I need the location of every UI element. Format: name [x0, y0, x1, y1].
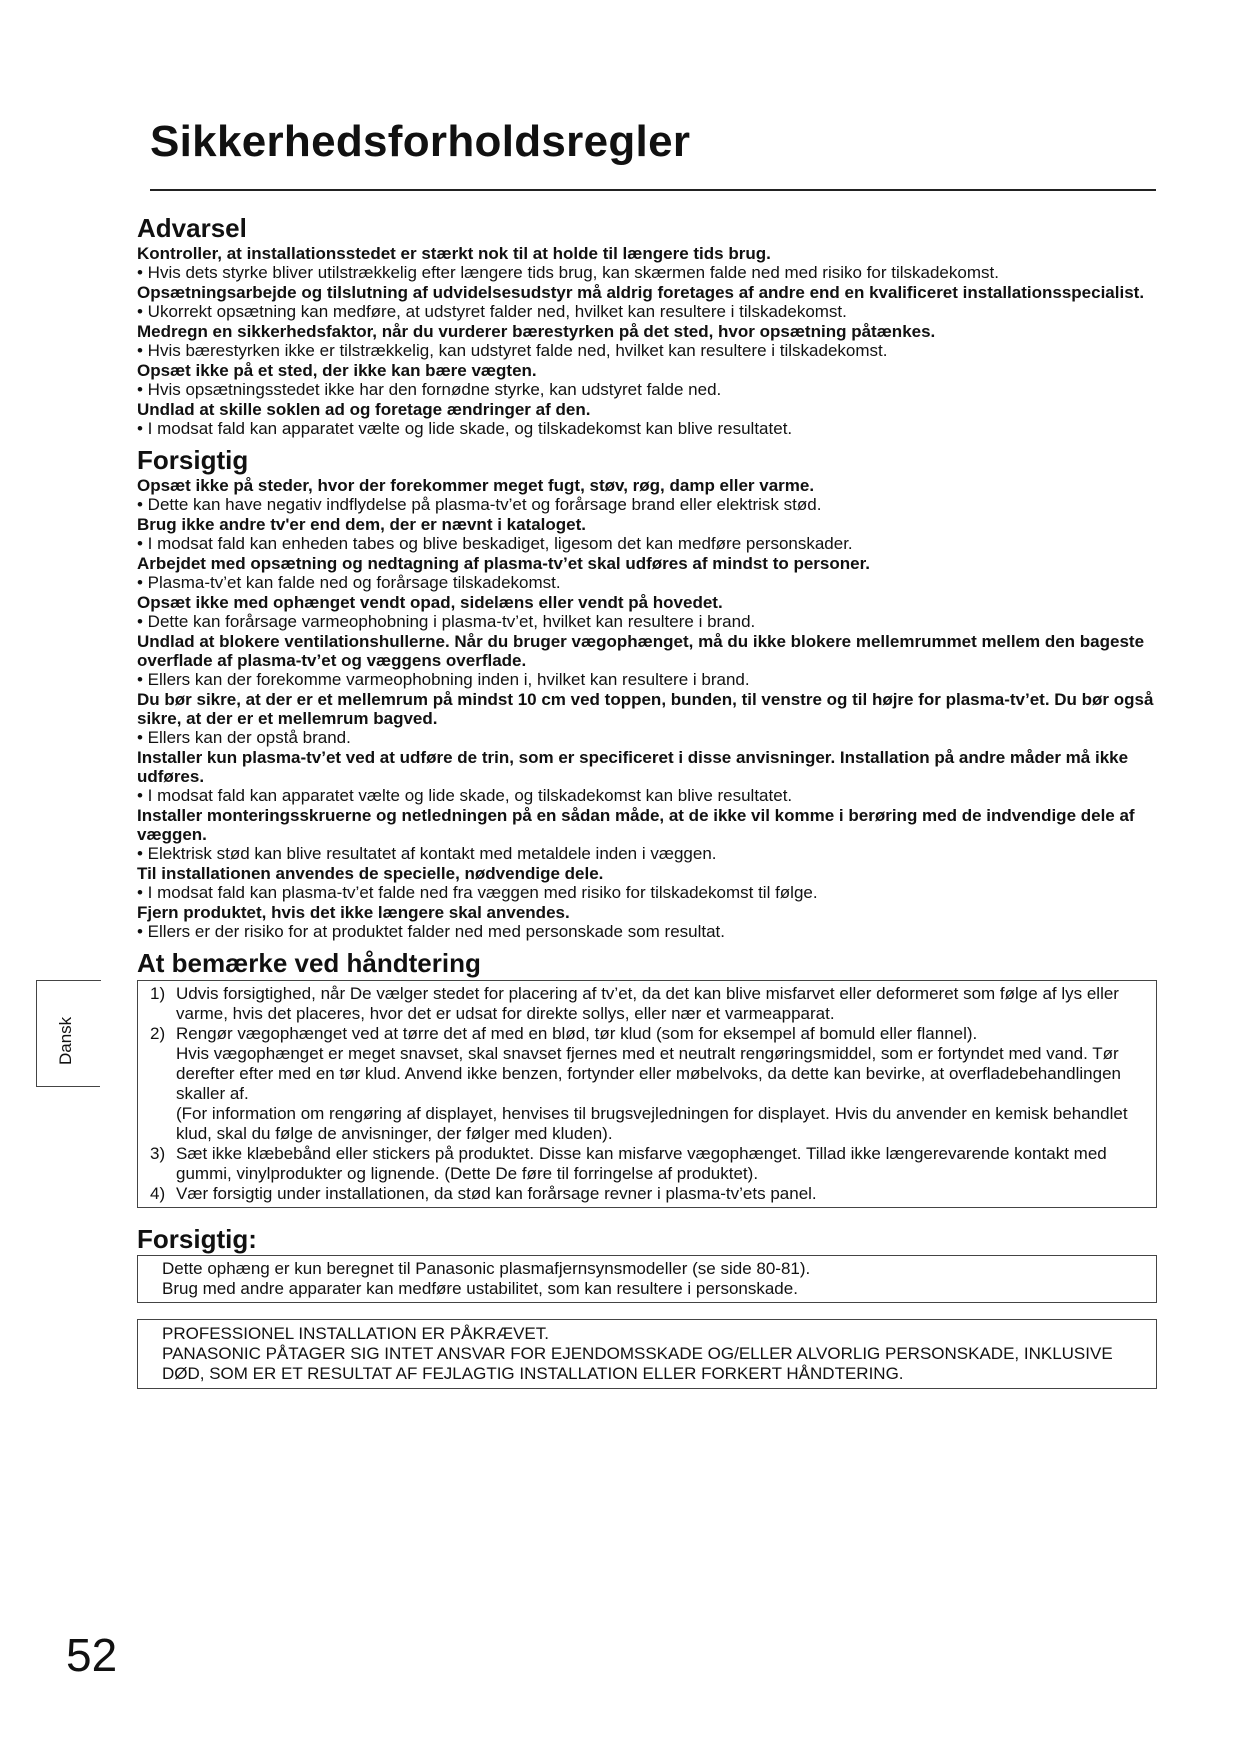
caution-item-bullet: • Ellers er der risiko for at produktet falder ned med personskade som resultat. [137, 922, 726, 942]
handling-item-text-group [172, 1024, 1156, 1144]
caution-item-head: Fjern produktet, hvis det ikke længere skal anvendes. [137, 903, 570, 923]
caution-item-bullet: • Dette kan have negativ indflydelse på plasma-tv’et og forårsage brand eller elektrisk stød. [137, 495, 822, 515]
warning-item-head: Opsætningsarbejde og tilslutning af udvidelsesudstyr må aldrig foretages af andre end en kvalificeret installationsspecialist. [137, 283, 1145, 303]
warning-item-head: Kontroller, at installationsstedet er stærkt nok til at holde til længere tids brug. [137, 244, 771, 264]
caution-item-head: Undlad at blokere ventilationshullerne. Når du bruger vægophænget, må du ikke blokere mellemrummet mellem den bageste overflade af plasma-tv’et og væggens overflade. [137, 632, 1145, 671]
caution-item [137, 864, 1157, 903]
warning-item-bullet: • Ukorrekt opsætning kan medføre, at udstyret falder ned, hvilket kan resultere i tilskadekomst. [137, 302, 847, 322]
warning-item [137, 322, 1157, 361]
handling-item-number: 1) [150, 983, 166, 1003]
caution-note-section [137, 1224, 1157, 1303]
caution-item [137, 515, 1157, 554]
handling-item-text: Udvis forsigtighed, når De vælger stedet for placering af tv’et, da det kan blive misfarvet eller deformeret som følge af lys eller varme, hvis det placeres, hvor det er udsat for direkte sollys, eller nær et varmeapparat. [176, 983, 1119, 1023]
warning-heading: Advarsel [137, 213, 247, 243]
caution-item-head: Brug ikke andre tv'er end dem, der er nævnt i kataloget. [137, 515, 587, 535]
warning-item [137, 361, 1157, 400]
caution-note-box [137, 1255, 1157, 1303]
professional-installation-line: PROFESSIONEL INSTALLATION ER PÅKRÆVET. [162, 1323, 549, 1343]
handling-item [150, 1144, 1156, 1184]
caution-item-bullet: • I modsat fald kan plasma-tv’et falde ned fra væggen med risiko for tilskadekomst til følge. [137, 883, 818, 903]
handling-section [137, 948, 1157, 1207]
caution-item [137, 632, 1157, 690]
language-tab-label: Dansk [56, 1016, 75, 1065]
handling-heading: At bemærke ved håndtering [137, 948, 481, 979]
handling-item-text: (For information om rengøring af displayet, henvises til brugsvejledningen for displayet. Hvis du anvender en kemisk behandlet klud, skal du følge de anvisninger, der følger med kluden). [176, 1103, 1128, 1143]
warning-item-bullet: • Hvis bærestyrken ikke er tilstrækkelig, kan udstyret falde ned, hvilket kan resultere i tilskadekomst. [137, 341, 888, 361]
handling-item-number: 4) [150, 1183, 166, 1203]
warning-item-head: Opsæt ikke på et sted, der ikke kan bære vægten. [137, 361, 537, 381]
caution-item-bullet: • Ellers kan der opstå brand. [137, 728, 351, 748]
caution-item [137, 903, 1157, 942]
handling-item [150, 984, 1156, 1024]
handling-item-text: Hvis vægophænget er meget snavset, skal snavset fjernes med et neutralt rengøringsmiddel, som er fortyndet med vand. Tør derefter efter med en tør klud. Anvend ikke benzen, fortynder eller møbelvoks, da dette kan bevirke, at overfladebehandlingen skaller af. [176, 1043, 1121, 1103]
caution-item [137, 593, 1157, 632]
page-number: 52 [66, 1629, 118, 1681]
handling-item [150, 1184, 1156, 1204]
language-tab-divider [36, 1086, 100, 1087]
caution-item-bullet: • Dette kan forårsage varmeophobning i plasma-tv’et, hvilket kan resultere i brand. [137, 612, 756, 632]
caution-heading: Forsigtig [137, 445, 249, 476]
handling-item-text: Sæt ikke klæbebånd eller stickers på produktet. Disse kan misfarve vægophænget. Tillad ikke længerevarende kontakt med gummi, vinylprodukter og lignende. (Dette De føre til forringelse af produktet). [176, 1143, 1107, 1183]
caution-item-bullet: • I modsat fald kan enheden tabes og blive beskadiget, ligesom det kan medføre personskader. [137, 534, 853, 554]
handling-item-text: Vær forsigtig under installationen, da stød kan forårsage revner i plasma-tv’ets panel. [176, 1183, 817, 1203]
handling-item-number: 3) [150, 1143, 166, 1163]
professional-installation-box [137, 1319, 1157, 1389]
caution-item [137, 748, 1157, 806]
handling-list [150, 984, 1156, 1204]
handling-item [150, 1024, 1156, 1144]
caution-item-head: Til installationen anvendes de specielle, nødvendige dele. [137, 864, 604, 884]
caution-item-head: Installer kun plasma-tv’et ved at udføre de trin, som er specificeret i disse anvisninger. Installation på andre måder må ikke udføres. [137, 748, 1129, 787]
professional-installation-line: PANASONIC PÅTAGER SIG INTET ANSVAR FOR EJENDOMSSKADE OG/ELLER ALVORLIG PERSONSKADE, INKLUSIVE DØD, SOM ER ET RESULTAT AF FEJLAGTIG INSTALLATION ELLER FORKERT HÅNDTERING. [162, 1343, 1113, 1383]
caution-section [137, 445, 1157, 942]
caution-note-line: Dette ophæng er kun beregnet til Panasonic plasmafjernsynsmodeller (se side 80-81). [162, 1258, 811, 1278]
caution-item-head: Installer monteringsskruerne og netledningen på en sådan måde, at de ikke vil komme i berøring med de indvendige dele af væggen. [137, 806, 1135, 845]
caution-item-bullet: • Ellers kan der forekomme varmeophobning inden i, hvilket kan resultere i brand. [137, 670, 750, 690]
warning-section [137, 213, 1157, 439]
caution-item [137, 476, 1157, 515]
warning-item-bullet: • Hvis opsætningsstedet ikke har den fornødne styrke, kan udstyret falde ned. [137, 380, 722, 400]
warning-item-head: Medregn en sikkerhedsfaktor, når du vurderer bærestyrken på det sted, hvor opsætning påtænkes. [137, 322, 936, 342]
handling-item-number: 2) [150, 1023, 166, 1043]
warning-item-head: Undlad at skille soklen ad og foretage ændringer af den. [137, 400, 591, 420]
caution-item-head: Opsæt ikke med ophænget vendt opad, sidelæns eller vendt på hovedet. [137, 593, 723, 613]
caution-item-bullet: • I modsat fald kan apparatet vælte og lide skade, og tilskadekomst kan blive resultatet. [137, 786, 793, 806]
caution-item-bullet: • Plasma-tv’et kan falde ned og forårsage tilskadekomst. [137, 573, 561, 593]
handling-box [137, 980, 1157, 1208]
caution-note-heading: Forsigtig: [137, 1223, 257, 1254]
warning-item [137, 400, 1157, 439]
title-divider [150, 189, 1156, 191]
warning-item [137, 244, 1157, 283]
caution-item-head: Opsæt ikke på steder, hvor der forekommer meget fugt, støv, røg, damp eller varme. [137, 476, 815, 496]
handling-item-text: Rengør vægophænget ved at tørre det af med en blød, tør klud (som for eksempel af bomuld eller flannel). [176, 1023, 978, 1043]
caution-item-head: Arbejdet med opsætning og nedtagning af plasma-tv’et skal udføres af mindst to personer. [137, 554, 870, 574]
page-title: Sikkerhedsforholdsregler [150, 117, 691, 166]
caution-item-head: Du bør sikre, at der er et mellemrum på mindst 10 cm ved toppen, bunden, til venstre og til højre for plasma-tv’et. Du bør også sikre, at der er et mellemrum bagved. [137, 690, 1154, 729]
content [137, 213, 1157, 1389]
caution-item [137, 690, 1157, 748]
caution-note-line: Brug med andre apparater kan medføre ustabilitet, som kan resultere i personskade. [162, 1278, 798, 1298]
warning-item [137, 283, 1157, 322]
warning-item-bullet: • I modsat fald kan apparatet vælte og lide skade, og tilskadekomst kan blive resultatet. [137, 419, 793, 439]
warning-item-bullet: • Hvis dets styrke bliver utilstrækkelig efter længere tids brug, kan skærmen falde ned med risiko for tilskadekomst. [137, 263, 999, 283]
caution-item [137, 806, 1157, 864]
caution-item [137, 554, 1157, 593]
caution-item-bullet: • Elektrisk stød kan blive resultatet af kontakt med metaldele inden i væggen. [137, 844, 717, 864]
